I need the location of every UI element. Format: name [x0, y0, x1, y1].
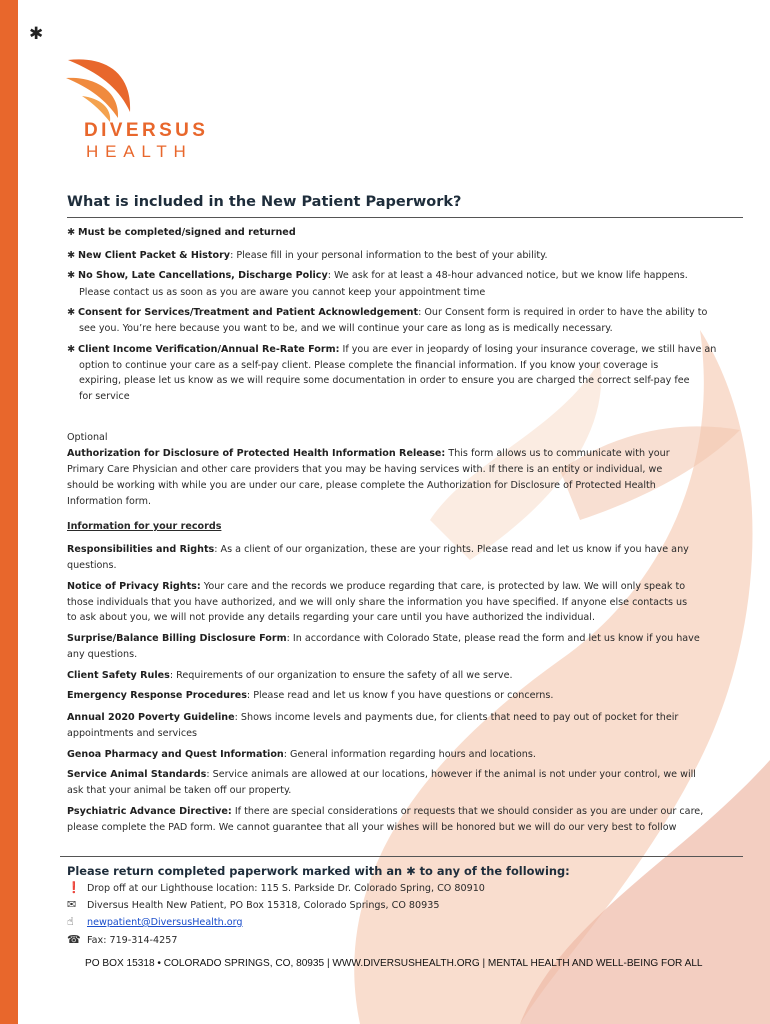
required-item: ✱ Consent for Services/Treatment and Patient Acknowledgement: Our Consent form is required in order to have the ability to [67, 307, 708, 318]
required-item-continued: expiring, please let us know as we will require some documentation in order to ensure you are charged the correct self-pay fee [79, 375, 690, 386]
record-item: Responsibilities and Rights: As a client of our organization, these are your rights. Please read and let us know if you have any [67, 544, 689, 555]
contact-dropoff: ❗ Drop off at our Lighthouse location: 115 S. Parkside Dr. Colorado Spring, CO 80910 [67, 881, 485, 894]
optional-item: Authorization for Disclosure of Protected Health Information Release: This form allows us to communicate with your [67, 448, 670, 459]
required-marker: ✱ [29, 24, 44, 44]
brand-name: DIVERSUS [84, 120, 209, 141]
must-complete-note: ✱ Must be completed/signed and returned [67, 227, 296, 238]
optional-label: Optional [67, 432, 108, 443]
record-item: Emergency Response Procedures: Please read and let us know f you have questions or concerns. [67, 690, 554, 701]
record-item-continued: ask that your animal be taken off our property. [67, 785, 292, 796]
contact-mail: ✉ Diversus Health New Patient, PO Box 15318, Colorado Springs, CO 80935 [67, 898, 440, 911]
record-item: Notice of Privacy Rights: Your care and the records we produce regarding that care, is protected by law. We will only speak to [67, 581, 686, 592]
location-pin-icon: ❗ [67, 881, 81, 894]
email-link[interactable]: newpatient@DiversusHealth.org [87, 917, 243, 928]
record-item: Client Safety Rules: Requirements of our organization to ensure the safety of all we serve. [67, 670, 513, 681]
records-heading: Information for your records [67, 521, 222, 532]
required-item: ✱ Client Income Verification/Annual Re-Rate Form: If you are ever in jeopardy of losing your insurance coverage, we still have an [67, 344, 717, 355]
title-divider [67, 217, 743, 218]
brand-subname: HEALTH [86, 142, 193, 161]
record-item-continued: those individuals that you have authorized, and we will only share the information you have specified. If anyone else contacts us [67, 597, 688, 608]
page-footer: PO BOX 15318 • COLORADO SPRINGS, CO, 80935 | WWW.DIVERSUSHEALTH.ORG | MENTAL HEALTH AND WELL-BEING FOR ALL [85, 958, 703, 969]
record-item-continued: any questions. [67, 649, 138, 660]
required-marker-icon: ✱ [67, 344, 76, 355]
mail-icon: ✉ [67, 898, 77, 911]
record-item-continued: please complete the PAD form. We cannot guarantee that all your wishes will be honored but we will do our very best to follow [67, 822, 677, 833]
record-item-continued: to ask about you, we will not provide any details regarding your care until you have authorized the individual. [67, 612, 595, 623]
record-item-continued: questions. [67, 560, 117, 571]
contact-fax: ☎ Fax: 719-314-4257 [67, 933, 178, 946]
record-item-continued: appointments and services [67, 728, 198, 739]
fax-icon: ☎ [67, 933, 81, 946]
required-item-continued: option to continue your care as a self-pay client. Please complete the financial information. If you know your coverage is [79, 360, 659, 371]
optional-item-continued: Primary Care Physician and other care providers that you may be having services with. If there is an entity or individual, we [67, 464, 663, 475]
record-item: Annual 2020 Poverty Guideline: Shows income levels and payments due, for clients that need to pay out of pocket for their [67, 712, 679, 723]
required-item-continued: see you. You’re here because you want to be, and we will continue your care as long as is medically necessary. [79, 323, 613, 334]
required-item-continued: for service [79, 391, 130, 402]
optional-item-continued: should be working with while you are under our care, please complete the Authorization for Disclosure of Protected Health [67, 480, 656, 491]
required-marker-icon: ✱ [67, 307, 76, 318]
page-title: What is included in the New Patient Paperwork? [67, 194, 462, 210]
optional-item-continued: Information form. [67, 496, 152, 507]
required-item: ✱ New Client Packet & History: Please fill in your personal information to the best of your ability. [67, 250, 548, 261]
record-item: Genoa Pharmacy and Quest Information: General information regarding hours and locations. [67, 749, 536, 760]
record-item: Psychiatric Advance Directive: If there are special considerations or requests that we should consider as you are under our care, [67, 806, 704, 817]
contact-email [67, 914, 243, 931]
required-marker-icon: ✱ [67, 270, 76, 281]
return-divider [60, 856, 743, 857]
mouse-pointer-icon: ☝ [67, 915, 74, 928]
required-marker-icon: ✱ [67, 227, 76, 238]
required-item: ✱ No Show, Late Cancellations, Discharge Policy: We ask for at least a 48-hour advanced notice, but we know life happens. [67, 270, 688, 281]
required-marker-icon: ✱ [67, 250, 76, 261]
record-item: Surprise/Balance Billing Disclosure Form: In accordance with Colorado State, please read the form and let us know if you have [67, 633, 700, 644]
record-item: Service Animal Standards: Service animals are allowed at our locations, however if the animal is not under your control, we will [67, 769, 696, 780]
return-heading: Please return completed paperwork marked with an ✱ to any of the following: [67, 864, 570, 878]
required-item-continued: Please contact us as soon as you are aware you cannot keep your appointment time [79, 287, 486, 298]
